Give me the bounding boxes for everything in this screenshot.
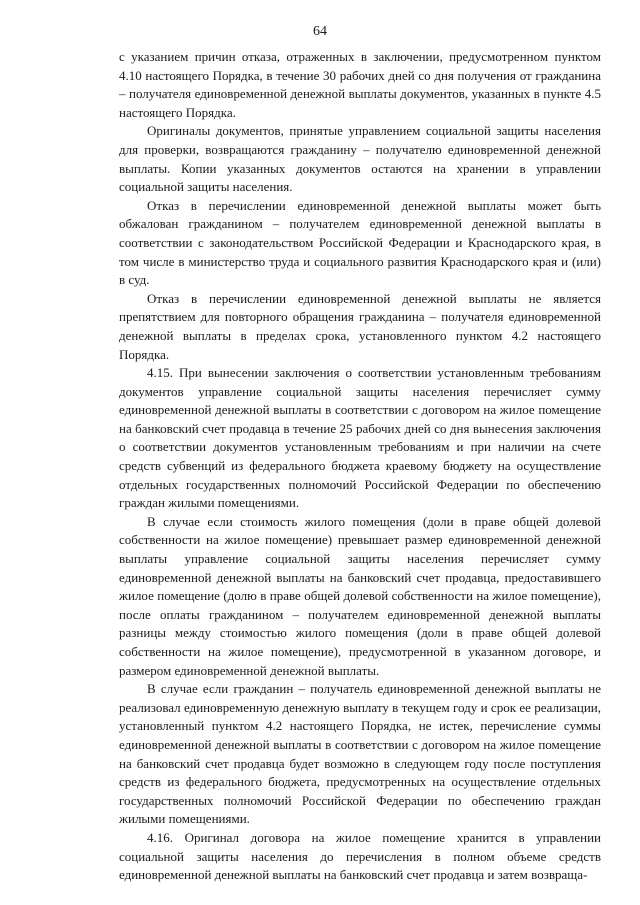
paragraph-section-4-15: 4.15. При вынесении заключения о соответствии установленным требованиям документов управление социальной защиты населения перечисляет сумму единовременной денежной выплаты в соответствии с договором на жилое помещение на банковский счет продавца в течение 25 рабочих дней со дня вынесения заключения о соответствии документов установленным требованиям и при наличии на счете средств субвенций из федерального бюджета краевому бюджету на осуществление отдельных государственных полномочий Российской Федерации по обеспечению граждан жилыми помещениями. xyxy=(119,365,601,511)
paragraph-cost-exceeds: В случае если стоимость жилого помещения (доли в праве общей долевой собственности на жилое помещение) превышает размер единовременной денежной выплаты управление социальной защиты населения перечисляет сумму единовременной денежной выплаты на банковский счет продавца, предоставившего жилое помещение (долю в праве общей долевой собственности на жилое помещение), после оплаты гражданином – получателем единовременной денежной выплаты разницы между стоимостью жилого помещения (доли в праве общей долевой собственности на жилое помещение), предусмотренной в указанном договоре, и размером единовременной денежной выплаты. xyxy=(119,513,601,678)
paragraph-originals-returned: Оригиналы документов, принятые управлением социальной защиты населения для проверки, возвращаются гражданину – получателю единовременной денежной выплаты. Копии указанных документов остаются на хранении в управлении социальной защиты населения. xyxy=(119,123,601,195)
paragraph-continuation: с указанием причин отказа, отраженных в заключении, предусмотренном пунктом 4.10 настоящего Порядка, в течение 30 рабочих дней со дня получения от гражданина – получателя единовременной денежной выплаты документов, указанных в пункте 4.5 настоящего Порядка. xyxy=(119,49,601,120)
paragraph-refusal-reapply: Отказ в перечислении единовременной денежной выплаты не является препятствием для повторного обращения гражданина – получателя единовременной денежной выплаты в пределах срока, установленного пунктом 4.2 настоящего Порядка. xyxy=(119,290,601,362)
document-body xyxy=(119,48,601,885)
page-number: 64 xyxy=(313,24,327,39)
paragraph-not-realized: В случае если гражданин – получатель единовременной денежной выплаты не реализовал единовременную денежную выплату в текущем году и срок ее реализации, установленный пунктом 4.2 настоящего Порядка, не истек, перечисление суммы единовременной денежной выплаты в соответствии с договором на жилое помещение на банковский счет продавца будет возможно в следующем году после поступления средств из федерального бюджета, предусмотренных на осуществление отдельных государственных полномочий Российской Федерации по обеспечению граждан жилыми помещениями. xyxy=(119,681,601,827)
paragraph-section-4-16: 4.16. Оригинал договора на жилое помещение хранится в управлении социальной защиты населения до перечисления в полном объеме средств единовременной денежной выплаты на банковский счет продавца и затем возвраща- xyxy=(119,829,601,883)
paragraph-refusal-appeal: Отказ в перечислении единовременной денежной выплаты может быть обжалован гражданином – получателем единовременной денежной выплаты в соответствии с законодательством Российской Федерации и Краснодарского края, в том числе в министерство труда и социального развития Краснодарского края и (или) в суд. xyxy=(119,197,601,288)
